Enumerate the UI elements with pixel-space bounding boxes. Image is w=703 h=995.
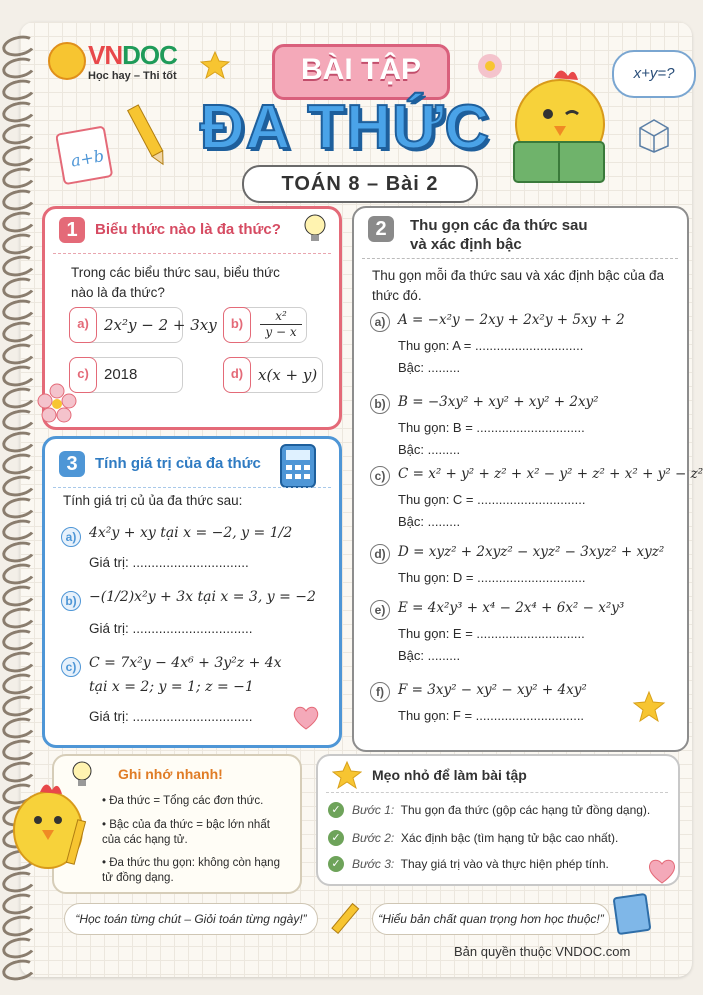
item-2f-collapse[interactable]: Thu gọn: F = ..............................: [398, 708, 585, 723]
item-3b-label-text: b): [65, 594, 77, 608]
section-3-prompt: Tính giá trị củ ủa đa thức sau:: [63, 493, 243, 508]
flower-icon: [36, 382, 78, 424]
tips-step-1-label: Bước 1:: [352, 803, 395, 817]
item-2e-label: [370, 600, 390, 620]
star-icon: [332, 760, 362, 790]
item-2c-label-text: c): [374, 469, 386, 483]
pencil-icon: [324, 900, 364, 940]
item-2f-expr: F = 3xy² − xy² − xy² + 4xy²: [398, 682, 587, 698]
item-2c-expr: C = x² + y² + z² + x² − y² + z² + x² + y² − z²: [398, 466, 703, 482]
option-a-value: 2x²y − 2 + 3xy: [104, 316, 217, 334]
option-d-value: x(x + y): [258, 366, 318, 384]
quote-left: “Học toán từng chút – Giỏi toán từng ngày!”: [64, 903, 318, 935]
tips-step-3-label: Bước 3:: [352, 857, 395, 871]
section-1-number: 1: [59, 217, 85, 243]
item-2f-label-text: f): [376, 685, 384, 699]
item-2d-collapse[interactable]: Thu gọn: D = ..............................: [398, 570, 586, 585]
item-2b-collapse[interactable]: Thu gọn: B = ..............................: [398, 420, 585, 435]
item-2a-label-text: a): [374, 315, 386, 329]
option-d[interactable]: [223, 357, 323, 393]
chick-icon: [48, 42, 86, 80]
item-3b-label: [61, 591, 81, 611]
item-2c-degree[interactable]: Bậc: .........: [398, 514, 461, 529]
item-2d-label-text: d): [374, 547, 386, 561]
check-icon: ✓: [328, 830, 344, 846]
item-3a-label: [61, 527, 81, 547]
pencil-icon: [124, 100, 172, 172]
option-b-label: b): [223, 307, 251, 343]
check-icon: ✓: [328, 856, 344, 872]
notes-bullet-3: • Đa thức thu gọn: không còn hạng tử đồng dạng.: [102, 857, 280, 884]
item-2a-label: [370, 312, 390, 332]
note-card-icon: [56, 122, 116, 186]
subtitle-text: TOÁN 8 – Bài 2: [281, 173, 439, 195]
tips-step-3-text: Thay giá trị vào và thực hiện phép tính.: [400, 857, 609, 871]
tips-title: Mẹo nhỏ để làm bài tập: [372, 767, 527, 783]
item-2e-collapse[interactable]: Thu gọn: E = ..............................: [398, 626, 585, 641]
notes-bullet-3-text: Đa thức thu gọn: không còn hạng tử đồng dạng.: [102, 857, 280, 884]
item-2f-label: [370, 682, 390, 702]
option-b-denominator: y − x: [260, 324, 302, 340]
item-3a-expr: 4x²y + xy tại x = −2, y = 1/2: [89, 525, 293, 541]
item-2d-label: [370, 544, 390, 564]
option-d-label: d): [223, 357, 251, 393]
tips-step-3: [352, 854, 609, 874]
option-b-numerator: x²: [275, 309, 287, 323]
subtitle-badge: [242, 165, 478, 203]
section-2-panel: [352, 206, 703, 752]
tips-step-2-label: Bước 2:: [352, 831, 395, 845]
item-2c-collapse[interactable]: Thu gọn: C = ..............................: [398, 492, 586, 507]
option-b-value: [260, 309, 302, 340]
section-2-prompt: Thu gọn mỗi đa thức sau và xác định bậc của đa thức đó.: [372, 268, 664, 303]
lightbulb-icon: [299, 211, 331, 245]
notes-title: Ghi nhớ nhanh!: [118, 766, 223, 782]
section-1-title: Biểu thức nào là đa thức?: [95, 221, 281, 238]
notes-bullet-1: • Đa thức = Tổng các đơn thức.: [102, 795, 264, 807]
logo-slogan: Học hay – Thi tốt: [88, 70, 177, 82]
item-3b-expr: −(1/2)x²y + 3x tại x = 3, y = −2: [89, 589, 316, 605]
tips-step-1: [352, 800, 650, 820]
book-icon: [612, 892, 652, 936]
cube-icon: [634, 114, 674, 154]
heart-icon: [291, 703, 321, 731]
option-c-value: 2018: [104, 366, 138, 383]
quote-right: “Hiểu bản chất quan trọng hơn học thuộc!”: [372, 903, 610, 935]
item-2a-degree[interactable]: Bậc: .........: [398, 360, 461, 375]
item-3c-label-text: c): [65, 660, 77, 674]
note-card-text: a+b: [69, 146, 106, 171]
page-title: ĐA THỨC: [199, 93, 491, 162]
notes-bullet-2-text: Bậc của đa thức = bậc lớn nhất của các hạng tử.: [102, 819, 270, 846]
option-c[interactable]: [69, 357, 183, 393]
section-1-panel: [42, 206, 342, 430]
section-3-number: 3: [59, 451, 85, 477]
item-3a-label-text: a): [65, 530, 77, 544]
logo: [48, 40, 180, 90]
item-3c-answer[interactable]: Giá trị: ................................: [89, 709, 253, 724]
item-2b-degree[interactable]: Bậc: .........: [398, 442, 461, 457]
logo-brand-doc: DOC: [122, 40, 177, 70]
section-2-title: Thu gọn các đa thức sau và xác định bậc: [410, 217, 588, 253]
option-b[interactable]: [223, 307, 307, 343]
chick-mascot-icon: [8, 770, 92, 890]
item-3c-expr: C = 7x²y − 4x⁶ + 3y²z + 4x: [89, 655, 282, 671]
tips-step-2: [352, 828, 618, 848]
notes-bullet-1-text: Đa thức = Tổng các đơn thức.: [109, 795, 264, 807]
tips-step-1-text: Thu gọn đa thức (gộp các hạng tử đồng dạng).: [400, 803, 651, 817]
logo-brand-vn: VN: [88, 40, 123, 70]
tips-step-2-text: Xác định bậc (tìm hạng tử bậc cao nhất).: [400, 831, 619, 845]
heart-icon: [646, 856, 678, 886]
check-icon: ✓: [328, 802, 344, 818]
item-2e-expr: E = 4x²y³ + x⁴ − 2x⁴ + 6x² − x²y³: [398, 600, 625, 616]
section-2-number: 2: [368, 216, 394, 242]
tips-panel: [316, 754, 680, 886]
item-2a-expr: A = −x²y − 2xy + 2x²y + 5xy + 2: [398, 312, 625, 328]
flower-icon: [476, 52, 504, 80]
calculator-icon: [277, 443, 321, 489]
copyright-footer: Bản quyền thuộc VNDOC.com: [454, 944, 631, 959]
option-a-label: a): [69, 307, 97, 343]
chick-mascot-icon: [504, 62, 614, 192]
section-3-title: Tính giá trị của đa thức: [95, 455, 261, 472]
section-3-panel: [42, 436, 342, 748]
star-icon: [200, 50, 230, 80]
item-2b-expr: B = −3xy² + xy² + xy² + 2xy²: [398, 394, 599, 410]
item-2e-degree[interactable]: Bậc: .........: [398, 648, 461, 663]
notes-bullet-2: • Bậc của đa thức = bậc lớn nhất của các hạng tử.: [102, 819, 270, 846]
item-2e-label-text: e): [374, 603, 386, 617]
logo-brand: [88, 40, 177, 71]
item-2b-label-text: b): [374, 397, 386, 411]
option-a[interactable]: [69, 307, 217, 343]
star-icon: [632, 690, 666, 724]
item-3c-label: [61, 657, 81, 677]
math-bubble: x+y=?: [612, 50, 696, 98]
item-3c-condition: tại x = 2; y = 1; z = −1: [89, 679, 254, 695]
item-3b-answer[interactable]: Giá trị: ................................: [89, 621, 253, 636]
item-2d-expr: D = xyz² + 2xyz² − xyz² − 3xyz² + xyz²: [398, 544, 665, 560]
item-3a-answer[interactable]: Giá trị: ...............................: [89, 555, 249, 570]
section-1-prompt: Trong các biểu thức sau, biểu thức nào là đa thức?: [71, 265, 280, 300]
item-2b-label: [370, 394, 390, 414]
item-2a-collapse[interactable]: Thu gọn: A = ..............................: [398, 338, 584, 353]
title-badge-text: BÀI TẬP: [301, 53, 421, 86]
item-2c-label: [370, 466, 390, 486]
option-c-label: c): [69, 357, 97, 393]
